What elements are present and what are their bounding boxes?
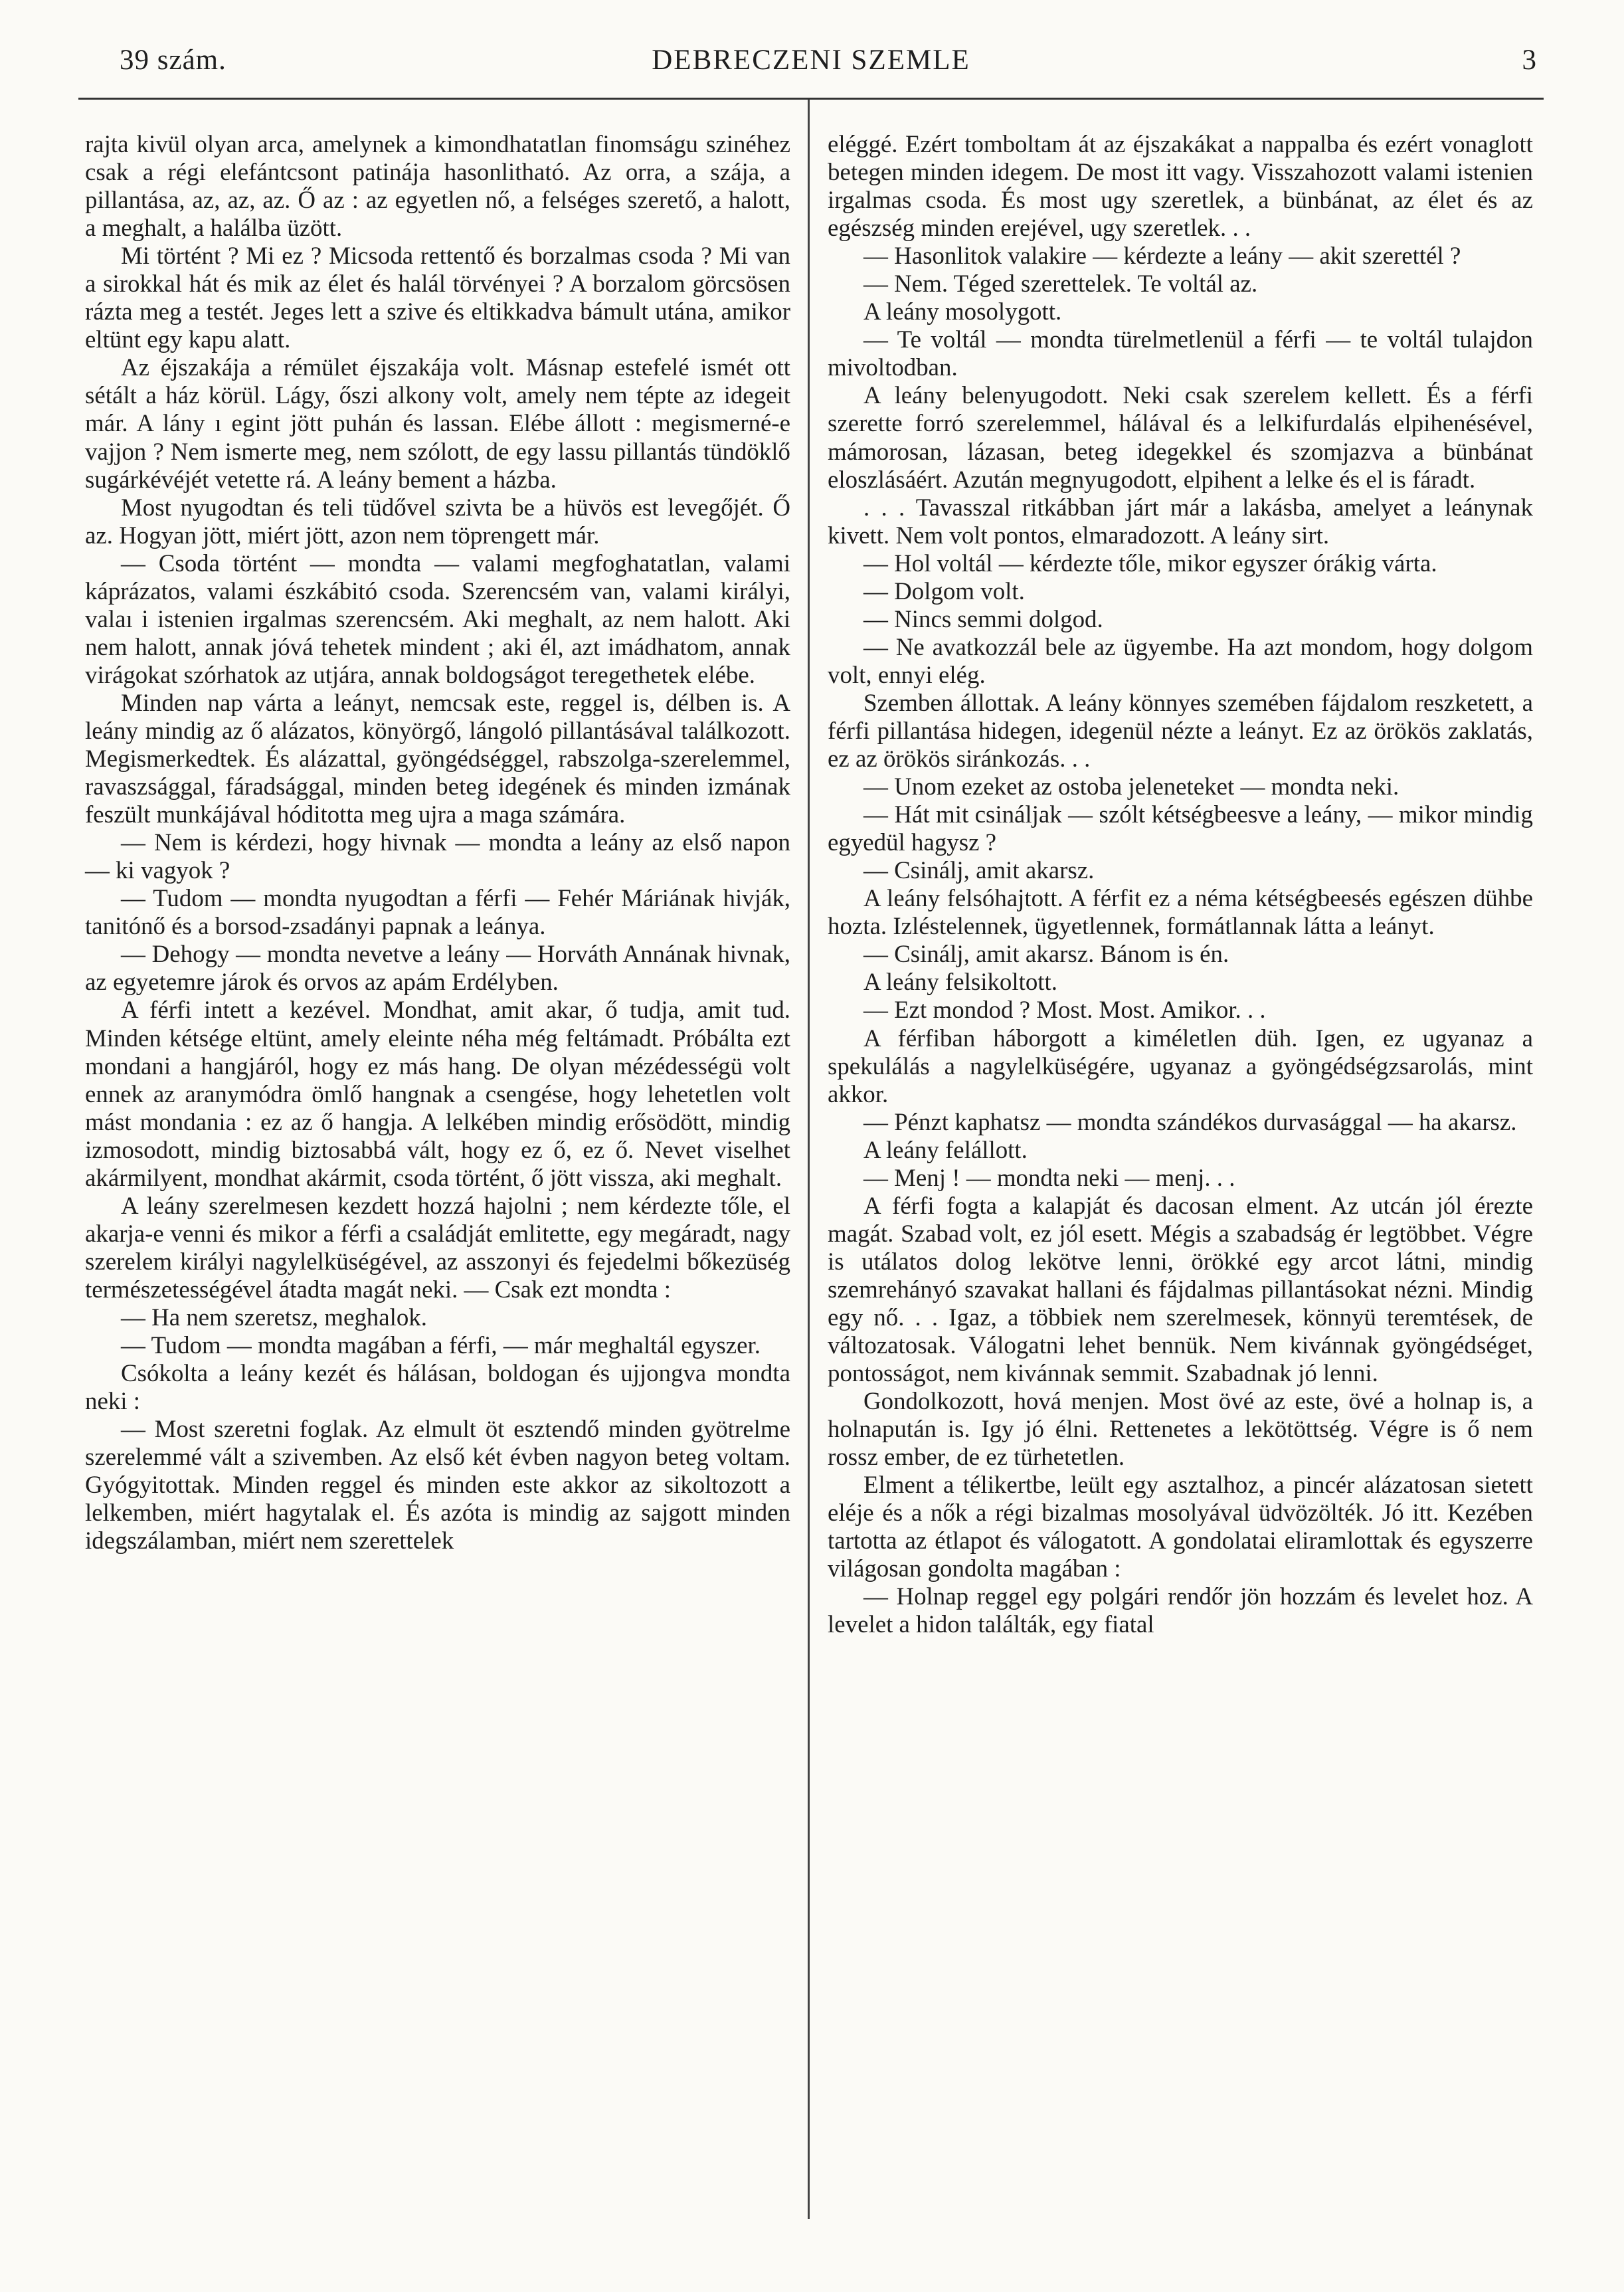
column-divider xyxy=(808,100,810,2219)
paragraph: A leány belenyugodott. Neki csak szerelem kellett. És a férfi szerette forró szerelemmel, hálával és a lelkifurdalás elpihenésével, mámorosan, lázasan, beteg idegekkel és szomjazva a bünbánat eloszlásáért. Azután megnyugodott, elpihent a lelke és el is fáradt. xyxy=(828,381,1533,493)
paragraph: — Nem. Téged szerettelek. Te voltál az. xyxy=(863,270,1258,298)
paragraph: — Te voltál — mondta türelmetlenül a férfi — te voltál tulajdon mivoltodban. xyxy=(828,326,1533,381)
paragraph: A férfiban háborgott a kiméletlen düh. Igen, ez ugyanaz a spekulálás a nagylelküségére, ugyanaz a gyöngédségzsarolás, mint akkor. xyxy=(828,1024,1533,1107)
paragraph: eléggé. Ezért tomboltam át az éjszakákat a nappalba és ezért vonaglott betegen minden idegem. De most itt vagy. Visszahozott valami istenien irgalmas csoda. És most ugy szeretlek, a bünbánat, az élet és az egészség minden erejével, ugy szeretlek. . . xyxy=(828,130,1533,242)
paragraph: — Holnap reggel egy polgári rendőr jön hozzám és levelet hoz. A levelet a hidon találták, egy fiatal xyxy=(828,1582,1533,1638)
paragraph: . . . Tavasszal ritkábban járt már a lakásba, amelyet a leánynak kivett. Nem volt pontos, elmaradozott. A leány sirt. xyxy=(828,493,1533,549)
paragraph: — Hasonlitok valakire — kérdezte a leány — akit szerettél ? xyxy=(863,242,1461,270)
paragraph: A leány mosolygott. xyxy=(863,298,1062,326)
left-column xyxy=(85,130,790,1555)
header-rule xyxy=(78,98,1544,100)
paragraph: Csókolta a leány kezét és hálásan, boldogan és ujjongva mondta neki : xyxy=(85,1359,790,1415)
paragraph: A leány felállott. xyxy=(863,1135,1028,1163)
paragraph: A férfi intett a kezével. Mondhat, amit akar, ő tudja, amit tud. Minden kétsége eltünt, amely eleinte néha még feltámadt. Próbálta ezt mondani a hangjáról, hogy ez más hang. De olyan mézédességü volt ennek az aranymódra ömlő hangnak a csengése, hogy lehetetlen volt mást mondania : ez az ő hangja. A lelkében mindig erősödött, mindig izmosodott, mindig biztosabbá vált, hogy ez ő, ez ő. Nevet viselhet akármilyent, mondhat akármit, csoda történt, ő jött vissza, aki meghalt. xyxy=(85,996,790,1191)
paragraph: — Most szeretni foglak. Az elmult öt esztendő minden gyötrelme szerelemmé vált a szivemben. Az első két évben nagyon beteg voltam. Gyógyitottak. Minden reggel és minden este akkor az sikoltozott a lelkemben, miért hagytalak el. És azóta is mindig az sajgott minden idegszálamban, miért nem szerettelek xyxy=(85,1415,790,1555)
journal-title: DEBRECZENI SZEMLE xyxy=(652,45,970,76)
paragraph: — Nincs semmi dolgod. xyxy=(863,605,1103,632)
page-header xyxy=(78,44,1544,90)
paragraph: A férfi fogta a kalapját és dacosan elment. Az utcán jól érezte magát. Szabad volt, ez jól esett. Mégis a szabadság ér legtöbbet. Végre is utálatos dolog lekötve lenni, örökké egy arcot látni, mindig szemrehányó szavakat hallani és fájdalmas pillantásokat nézni. Mindig egy nő. . . Igaz, a többiek nem szerelmesek, könnyü teremtések, de változatosak. Válogatni lehet bennük. Nem kivánnak gyöngédséget, pontosságot, nem kivánnak semmit. Szabadnak jó lenni. xyxy=(828,1191,1533,1387)
paragraph: — Dehogy — mondta nevetve a leány — Horváth Annának hivnak, az egyetemre járok és orvos az apám Erdélyben. xyxy=(85,940,790,996)
paragraph: — Hát mit csináljak — szólt kétségbeesve a leány, — mikor mindig egyedül hagysz ? xyxy=(828,801,1533,856)
paragraph: — Unom ezeket az ostoba jeleneteket — mondta neki. xyxy=(863,773,1399,801)
paragraph: — Tudom — mondta nyugodtan a férfi — Fehér Máriának hivják, tanitónő és a borsod-zsadányi papnak a leánya. xyxy=(85,884,790,940)
paragraph: — Tudom — mondta magában a férfi, — már meghaltál egyszer. xyxy=(121,1331,761,1359)
paragraph: Gondolkozott, hová menjen. Most övé az este, övé a holnap is, a holnapután is. Igy jó élni. Rettenetes a lekötöttség. Végre is ő nem rossz ember, de ez türhetetlen. xyxy=(828,1387,1533,1471)
paragraph: Mi történt ? Mi ez ? Micsoda rettentő és borzalmas csoda ? Mi van a sirokkal hát és mik az élet és halál törvényei ? A borzalom görcsösen rázta meg a testét. Jeges lett a szive és eltikkadva bámult utána, amikor eltünt egy kapu alatt. xyxy=(85,242,790,353)
paragraph: — Nem is kérdezi, hogy hivnak — mondta a leány az első napon — ki vagyok ? xyxy=(85,828,790,884)
paragraph: — Ezt mondod ? Most. Most. Amikor. . . xyxy=(863,996,1266,1024)
paragraph: A leány felsikoltott. xyxy=(863,968,1058,996)
page-number: 3 xyxy=(1522,45,1537,76)
paragraph: Szemben állottak. A leány könnyes szemében fájdalom reszketett, a férfi pillantása hidegen, idegenül nézte a leányt. Ez az örökös zaklatás, ez az örökös siránkozás. . . xyxy=(828,688,1533,773)
paragraph: A leány szerelmesen kezdett hozzá hajolni ; nem kérdezte tőle, el akarja-e venni és mikor a férfi a családját emlitette, egy megáradt, nagy szerelem királyi nagylelküségével, az asszonyi és fejedelmi bőkezüség természetességével átadta magát neki. — Csak ezt mondta : xyxy=(85,1191,790,1303)
paragraph: Elment a télikertbe, leült egy asztalhoz, a pincér alázatosan sietett eléje és a nők a régi bizalmas mosolyával üdvözölték. Jó itt. Kezében tartotta az étlapot és válogatott. A gondolatai eliramlottak és egyszerre világosan gondolta magában : xyxy=(828,1471,1533,1582)
paragraph: — Csinálj, amit akarsz. Bánom is én. xyxy=(863,940,1229,968)
paragraph: — Csinálj, amit akarsz. xyxy=(863,856,1095,884)
paragraph: — Ha nem szeretsz, meghalok. xyxy=(121,1303,427,1331)
paragraph: — Csoda történt — mondta — valami megfoghatatlan, valami káprázatos, valami észkábitó csoda. Szerencsém van, valami királyi, valaı i istenien irgalmas szerencsém. Aki meghalt, az nem halott. Aki nem halott, annak jóvá tehetek mindent ; aki él, azt imádhatom, annak virágokat szórhatok az utjára, annak boldogságot teregethetek elébe. xyxy=(85,549,790,688)
paragraph: — Menj ! — mondta neki — menj. . . xyxy=(863,1163,1235,1191)
right-column xyxy=(828,130,1533,1639)
paragraph: Most nyugodtan és teli tüdővel szivta be a hüvös est levegőjét. Ő az. Hogyan jött, miért jött, azon nem töprengett már. xyxy=(85,493,790,549)
paragraph: Minden nap várta a leányt, nemcsak este, reggel is, délben is. A leány mindig az ő alázatos, könyörgő, lángoló pillantásával találkozott. Megismerkedtek. És alázattal, gyöngédséggel, rabszolga-szerelemmel, ravaszsággal, fáradsággal, minden beteg idegének és minden izmának feszült munkájával hóditotta meg ujra a maga számára. xyxy=(85,688,790,828)
paragraph: — Pénzt kaphatsz — mondta szándékos durvasággal — ha akarsz. xyxy=(863,1107,1517,1135)
issue-number: 39 szám. xyxy=(120,45,226,76)
paragraph: Az éjszakája a rémület éjszakája volt. Másnap estefelé ismét ott sétált a ház körül. Lágy, őszi alkony volt, amely nem tépte az idegeit már. A lány ı egint jött puhán és lassan. Elébe állott : megismerné-e vajjon ? Nem ismerte meg, nem szólott, de egy lassu pillantás tündöklő sugárkévéjét vetette rá. A leány bement a házba. xyxy=(85,353,790,493)
paragraph: — Hol voltál — kérdezte tőle, mikor egyszer órákig várta. xyxy=(863,549,1437,577)
paragraph: rajta kivül olyan arca, amelynek a kimondhatatlan finomságu szinéhez csak a régi elefántcsont patinája hasonlitható. Az orra, a szája, a pillantása, az, az, az. Ő az : az egyetlen nő, a felséges szerető, a halott, a meghalt, a halálba üzött. xyxy=(85,130,790,242)
paragraph: — Dolgom volt. xyxy=(863,577,1025,605)
paragraph: A leány felsóhajtott. A férfit ez a néma kétségbeesés egészen dühbe hozta. Izléstelennek, ügyetlennek, formátlannak látta a leányt. xyxy=(828,884,1533,940)
paragraph: — Ne avatkozzál bele az ügyembe. Ha azt mondom, hogy dolgom volt, ennyi elég. xyxy=(828,632,1533,688)
